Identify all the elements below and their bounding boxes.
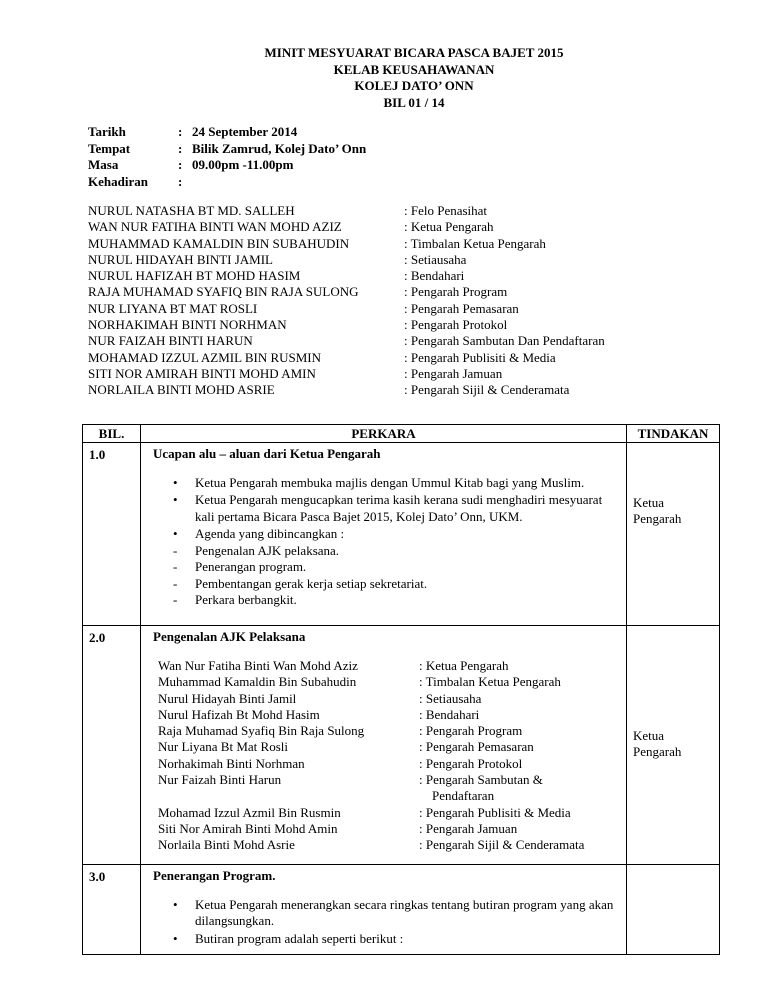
committee-row xyxy=(158,674,618,690)
action-line: Ketua xyxy=(633,728,665,743)
attendee-name: MUHAMMAD KAMALDIN BIN SUBAHUDIN xyxy=(88,235,350,251)
document-title xyxy=(0,45,768,111)
bullet-icon: • xyxy=(173,930,178,946)
dash-icon: - xyxy=(173,575,178,591)
header-tindakan: TINDAKAN xyxy=(627,425,720,443)
list-item-text: Agenda yang dibincangkan : xyxy=(195,525,345,541)
attendee-row xyxy=(88,382,605,398)
meta-label: Kehadiran xyxy=(88,173,148,189)
member-name: Nur Liyana Bt Mat Rosli xyxy=(158,739,288,755)
member-name: Norhakimah Binti Norhman xyxy=(158,755,305,771)
attendee-row xyxy=(88,317,605,333)
member-name: Mohamad Izzul Azmil Bin Rusmin xyxy=(158,804,341,820)
bullet-icon: • xyxy=(173,475,178,490)
member-role: : Timbalan Ketua Pengarah xyxy=(419,674,561,690)
row-action xyxy=(627,626,720,865)
committee-row xyxy=(158,805,618,821)
attendee-role: : Pengarah Sijil & Cenderamata xyxy=(404,382,570,398)
title-line-2: KELAB KEUSAHAWANAN xyxy=(333,61,495,77)
meta-row-date: Tarikh : 24 September 2014 xyxy=(88,124,298,139)
list-item-text: Penerangan program. xyxy=(195,559,307,575)
attendee-name: NORLAILA BINTI MOHD ASRIE xyxy=(88,382,275,398)
attendee-name: MOHAMAD IZZUL AZMIL BIN RUSMIN xyxy=(88,349,322,365)
member-name: Norlaila Binti Mohd Asrie xyxy=(158,837,295,853)
meta-row-time: Masa : 09.00pm -11.00pm xyxy=(88,157,294,172)
committee-row xyxy=(158,723,618,739)
attendee-name: WAN NUR FATIHA BINTI WAN MOHD AZIZ xyxy=(88,219,342,235)
member-name: Raja Muhamad Syafiq Bin Raja Sulong xyxy=(158,723,365,739)
title-line-4: BIL 01 / 14 xyxy=(383,94,445,110)
attendee-role: : Pengarah Pemasaran xyxy=(404,300,519,316)
list-item xyxy=(153,592,618,608)
row-number: 2.0 xyxy=(83,626,141,865)
title-line-3: KOLEJ DATO’ ONN xyxy=(354,78,474,93)
attendee-row xyxy=(88,350,605,366)
table-row xyxy=(83,443,720,626)
attendee-role: : Felo Penasihat xyxy=(404,203,488,218)
member-role: : Pengarah Jamuan xyxy=(419,820,518,836)
attendee-role: : Pengarah Publisiti & Media xyxy=(404,349,556,365)
member-role: : Ketua Pengarah xyxy=(419,658,509,673)
list-item-text: Ketua Pengarah menerangkan secara ringkas tentang butiran program yang akan dilangsungkan. xyxy=(195,897,614,929)
bullet-list xyxy=(153,897,618,947)
member-role: : Pengarah Publisiti & Media xyxy=(419,804,571,820)
committee-row xyxy=(158,739,618,755)
attendee-name: NURUL NATASHA BT MD. SALLEH xyxy=(88,203,295,218)
member-name: Nurul Hidayah Binti Jamil xyxy=(158,690,297,706)
row-content xyxy=(141,626,627,865)
list-item xyxy=(153,543,618,559)
attendee-row xyxy=(88,284,605,300)
meta-value: 24 September 2014 xyxy=(192,124,298,139)
member-role: : Setiausaha xyxy=(419,690,482,706)
committee-row xyxy=(158,821,618,837)
committee-row xyxy=(158,756,618,772)
header-bil: BIL. xyxy=(83,425,141,443)
attendee-role: : Bendahari xyxy=(404,268,465,284)
meta-value: 09.00pm -11.00pm xyxy=(192,157,294,172)
member-role: Pendaftaran xyxy=(419,788,495,804)
member-role: : Bendahari xyxy=(419,706,480,722)
committee-list xyxy=(153,658,618,854)
attendee-row xyxy=(88,252,605,268)
committee-row xyxy=(158,658,618,674)
meta-row-attendance: Kehadiran : xyxy=(88,173,183,189)
attendee-name: NURUL HIDAYAH BINTI JAMIL xyxy=(88,251,274,267)
member-name: Nur Faizah Binti Harun xyxy=(158,772,282,788)
row-content xyxy=(141,865,627,955)
list-item xyxy=(153,931,618,947)
member-name: Nurul Hafizah Bt Mohd Hasim xyxy=(158,706,320,722)
attendee-list xyxy=(88,203,605,399)
member-name: Siti Nor Amirah Binti Mohd Amin xyxy=(158,820,338,836)
table-row xyxy=(83,626,720,865)
bullet-icon: • xyxy=(173,525,178,541)
action-line: Ketua xyxy=(633,495,665,510)
dash-icon: - xyxy=(173,592,178,608)
attendee-role: : Pengarah Program xyxy=(404,284,508,300)
meta-label: Tempat xyxy=(88,140,131,156)
attendee-name: NURUL HAFIZAH BT MOHD HASIM xyxy=(88,268,301,284)
member-role: : Pengarah Sambutan & xyxy=(419,772,543,788)
row-heading: Ucapan alu – aluan dari Ketua Pengarah xyxy=(153,446,381,461)
agenda-list xyxy=(153,543,618,608)
list-item xyxy=(153,559,618,575)
row-number: 3.0 xyxy=(83,865,141,955)
bullet-list xyxy=(153,475,618,542)
list-item xyxy=(153,492,618,525)
attendee-row xyxy=(88,219,605,235)
committee-row xyxy=(158,707,618,723)
attendee-role: : Setiausaha xyxy=(404,251,467,267)
attendee-row xyxy=(88,301,605,317)
bullet-icon: • xyxy=(173,492,178,508)
meeting-details xyxy=(88,124,366,190)
list-item-text: Perkara berbangkit. xyxy=(195,592,297,608)
attendee-row xyxy=(88,268,605,284)
attendee-role: : Pengarah Jamuan xyxy=(404,365,503,381)
list-item xyxy=(153,897,618,930)
title-line-1: MINIT MESYUARAT BICARA PASCA BAJET 2015 xyxy=(264,45,564,60)
list-item xyxy=(153,576,618,592)
member-role: : Pengarah Pemasaran xyxy=(419,739,534,755)
action-line: Pengarah xyxy=(633,511,682,527)
committee-row xyxy=(158,691,618,707)
attendee-row xyxy=(88,333,605,349)
row-action xyxy=(627,865,720,955)
list-item xyxy=(153,475,618,491)
header-perkara: PERKARA xyxy=(141,425,627,443)
bullet-icon: • xyxy=(173,897,178,912)
row-action xyxy=(627,443,720,626)
member-role: : Pengarah Sijil & Cenderamata xyxy=(419,837,585,853)
table-header-row xyxy=(83,425,720,443)
dash-icon: - xyxy=(173,543,178,559)
attendee-role: : Pengarah Protokol xyxy=(404,317,508,333)
member-name: Wan Nur Fatiha Binti Wan Mohd Aziz xyxy=(158,658,358,673)
table-row xyxy=(83,865,720,955)
member-role: : Pengarah Protokol xyxy=(419,755,523,771)
member-name: Muhammad Kamaldin Bin Subahudin xyxy=(158,674,357,690)
row-heading: Penerangan Program. xyxy=(153,868,276,883)
attendee-name: NUR FAIZAH BINTI HARUN xyxy=(88,333,253,349)
dash-icon: - xyxy=(173,559,178,575)
list-item-text: Pembentangan gerak kerja setiap sekretariat. xyxy=(195,575,428,591)
meta-value: Bilik Zamrud, Kolej Dato’ Onn xyxy=(192,140,367,156)
meta-row-place: Tempat : Bilik Zamrud, Kolej Dato’ Onn xyxy=(88,140,367,156)
attendee-row xyxy=(88,236,605,252)
member-name xyxy=(158,788,419,804)
attendee-row xyxy=(88,366,605,382)
committee-row xyxy=(158,772,618,788)
action-line: Pengarah xyxy=(633,744,682,760)
row-number: 1.0 xyxy=(83,443,141,626)
attendee-role: : Ketua Pengarah xyxy=(404,219,494,235)
list-item-text: Ketua Pengarah membuka majlis dengan Ummul Kitab bagi yang Muslim. xyxy=(195,475,585,490)
attendee-role: : Pengarah Sambutan Dan Pendaftaran xyxy=(404,333,605,349)
attendee-role: : Timbalan Ketua Pengarah xyxy=(404,235,546,251)
list-item xyxy=(153,526,618,542)
attendee-name: RAJA MUHAMAD SYAFIQ BIN RAJA SULONG xyxy=(88,284,359,300)
attendee-name: NORHAKIMAH BINTI NORHMAN xyxy=(88,317,287,333)
attendee-row xyxy=(88,203,605,219)
attendee-name: SITI NOR AMIRAH BINTI MOHD AMIN xyxy=(88,365,316,381)
row-content xyxy=(141,443,627,626)
member-role: : Pengarah Program xyxy=(419,723,523,739)
committee-row xyxy=(158,837,618,853)
list-item-text: Pengenalan AJK pelaksana. xyxy=(195,543,340,559)
list-item-text: Ketua Pengarah mengucapkan terima kasih kerana sudi menghadiri mesyuarat kali pertama Bicara Pasca Bajet 2015, Kolej Dato’ Onn, UKM. xyxy=(195,492,603,524)
minutes-table xyxy=(82,424,720,955)
row-heading: Pengenalan AJK Pelaksana xyxy=(153,629,306,644)
meta-label: Tarikh xyxy=(88,124,126,139)
committee-row xyxy=(158,788,618,804)
list-item-text: Butiran program adalah seperti berikut : xyxy=(195,930,404,946)
attendee-name: NUR LIYANA BT MAT ROSLI xyxy=(88,300,258,316)
meta-label: Masa xyxy=(88,157,119,172)
